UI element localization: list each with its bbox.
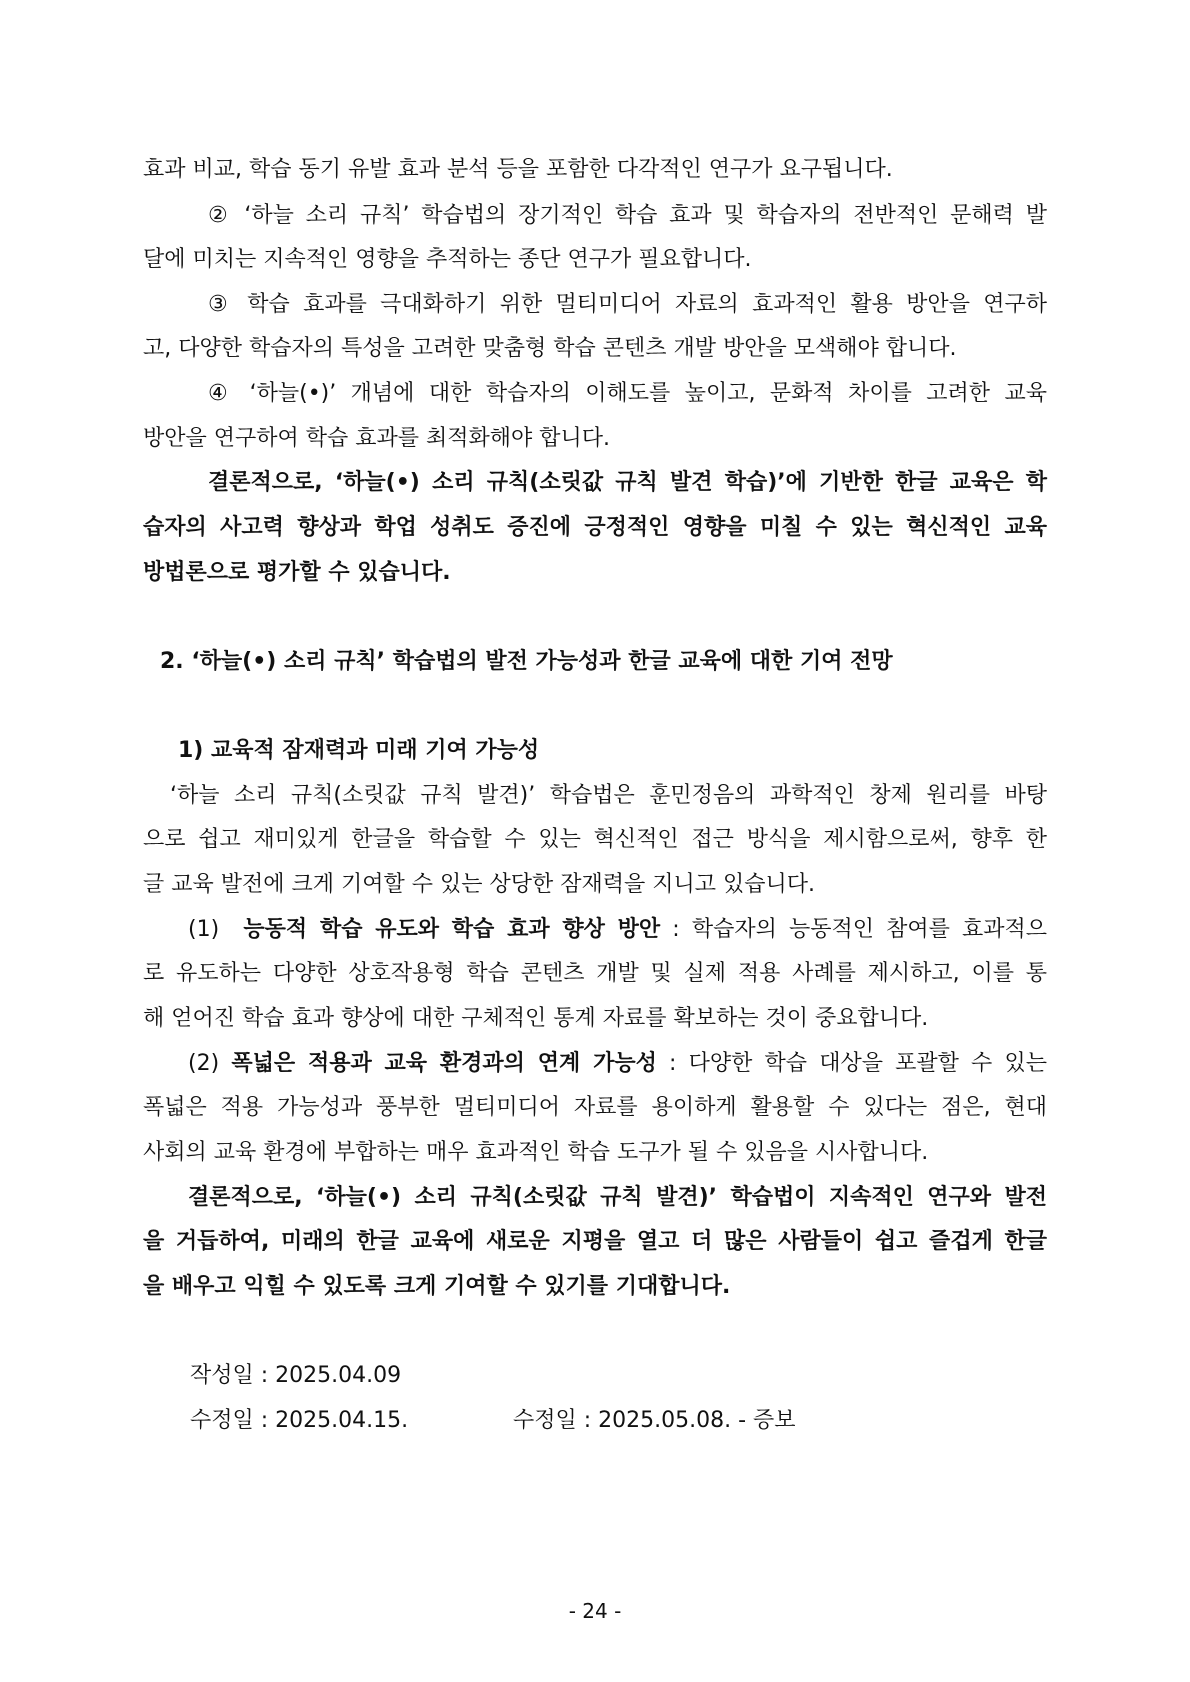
point-text: : 다양한 학습 대상을 포괄할 수 있는 xyxy=(656,1051,1047,1076)
paragraph-line: ③ 학습 효과를 극대화하기 위한 멀티미디어 자료의 효과적인 활용 방안을 연구하 xyxy=(208,292,1047,317)
point-number: (1) xyxy=(188,917,220,942)
modified-date-2: 수정일 : 2025.05.08. - 증보 xyxy=(513,1408,796,1433)
paragraph-line: 방안을 연구하여 학습 효과를 최적화해야 합니다. xyxy=(143,426,611,451)
paragraph-line: 해 얻어진 학습 효과 향상에 대한 구체적인 통계 자료를 확보하는 것이 중요합니다. xyxy=(143,1006,929,1031)
paragraph-line: 폭넓은 적용 가능성과 풍부한 멀티미디어 자료를 용이하게 활용할 수 있다는 점은, 현대 xyxy=(143,1095,1047,1120)
paragraph-line: ② ‘하늘 소리 규칙’ 학습법의 장기적인 학습 효과 및 학습자의 전반적인 문해력 발 xyxy=(208,203,1047,228)
conclusion-line: 을 배우고 익힐 수 있도록 크게 기여할 수 있기를 기대합니다. xyxy=(143,1274,731,1299)
paragraph-line: 사회의 교육 환경에 부합하는 매우 효과적인 학습 도구가 될 수 있음을 시사합니다. xyxy=(143,1140,929,1165)
paragraph-line: 효과 비교, 학습 동기 유발 효과 분석 등을 포함한 다각적인 연구가 요구됩니다. xyxy=(143,157,893,182)
conclusion-line: 결론적으로, ‘하늘(•) 소리 규칙(소릿값 규칙 발견)’ 학습법이 지속적인 연구와 발전 xyxy=(188,1185,1047,1210)
point-line xyxy=(188,1046,1047,1082)
paragraph-line: 로 유도하는 다양한 상호작용형 학습 콘텐츠 개발 및 실제 적용 사례를 제시하고, 이를 통 xyxy=(143,961,1047,986)
paragraph-line: 으로 쉽고 재미있게 한글을 학습할 수 있는 혁신적인 접근 방식을 제시함으로써, 향후 한 xyxy=(143,827,1047,852)
point-number: (2) xyxy=(188,1051,220,1076)
point-line xyxy=(188,912,1047,948)
subsection-heading: 1) 교육적 잠재력과 미래 기여 가능성 xyxy=(178,738,540,763)
paragraph-line: 달에 미치는 지속적인 영향을 추적하는 종단 연구가 필요합니다. xyxy=(143,247,752,272)
point-title: 능동적 학습 유도와 학습 효과 향상 방안 xyxy=(243,917,661,942)
modified-date: 수정일 : 2025.04.15. xyxy=(190,1408,409,1433)
conclusion-line: 결론적으로, ‘하늘(•) 소리 규칙(소릿값 규칙 발견 학습)’에 기반한 한글 교육은 학 xyxy=(208,470,1047,495)
conclusion-line: 을 거듭하여, 미래의 한글 교육에 새로운 지평을 열고 더 많은 사람들이 쉽고 즐겁게 한글 xyxy=(143,1229,1047,1254)
paragraph-line: 글 교육 발전에 크게 기여할 수 있는 상당한 잠재력을 지니고 있습니다. xyxy=(143,872,815,897)
page-number: - 24 - xyxy=(568,1599,622,1623)
paragraph-line: 고, 다양한 학습자의 특성을 고려한 맞춤형 학습 콘텐츠 개발 방안을 모색해야 합니다. xyxy=(143,336,957,361)
created-date: 작성일 : 2025.04.09 xyxy=(190,1363,402,1388)
conclusion-line: 습자의 사고력 향상과 학업 성취도 증진에 긍정적인 영향을 미칠 수 있는 혁신적인 교육 xyxy=(143,515,1047,540)
paragraph-line: ④ ‘하늘(•)’ 개념에 대한 학습자의 이해도를 높이고, 문화적 차이를 고려한 교육 xyxy=(208,381,1047,406)
point-title: 폭넓은 적용과 교육 환경과의 연계 가능성 xyxy=(231,1051,657,1076)
conclusion-line: 방법론으로 평가할 수 있습니다. xyxy=(143,560,451,585)
point-text: : 학습자의 능동적인 참여를 효과적으 xyxy=(660,917,1047,942)
paragraph-line: ‘하늘 소리 규칙(소릿값 규칙 발견)’ 학습법은 훈민정음의 과학적인 창제 원리를 바탕 xyxy=(170,783,1047,808)
section-heading: 2. ‘하늘(•) 소리 규칙’ 학습법의 발전 가능성과 한글 교육에 대한 기여 전망 xyxy=(160,649,893,674)
